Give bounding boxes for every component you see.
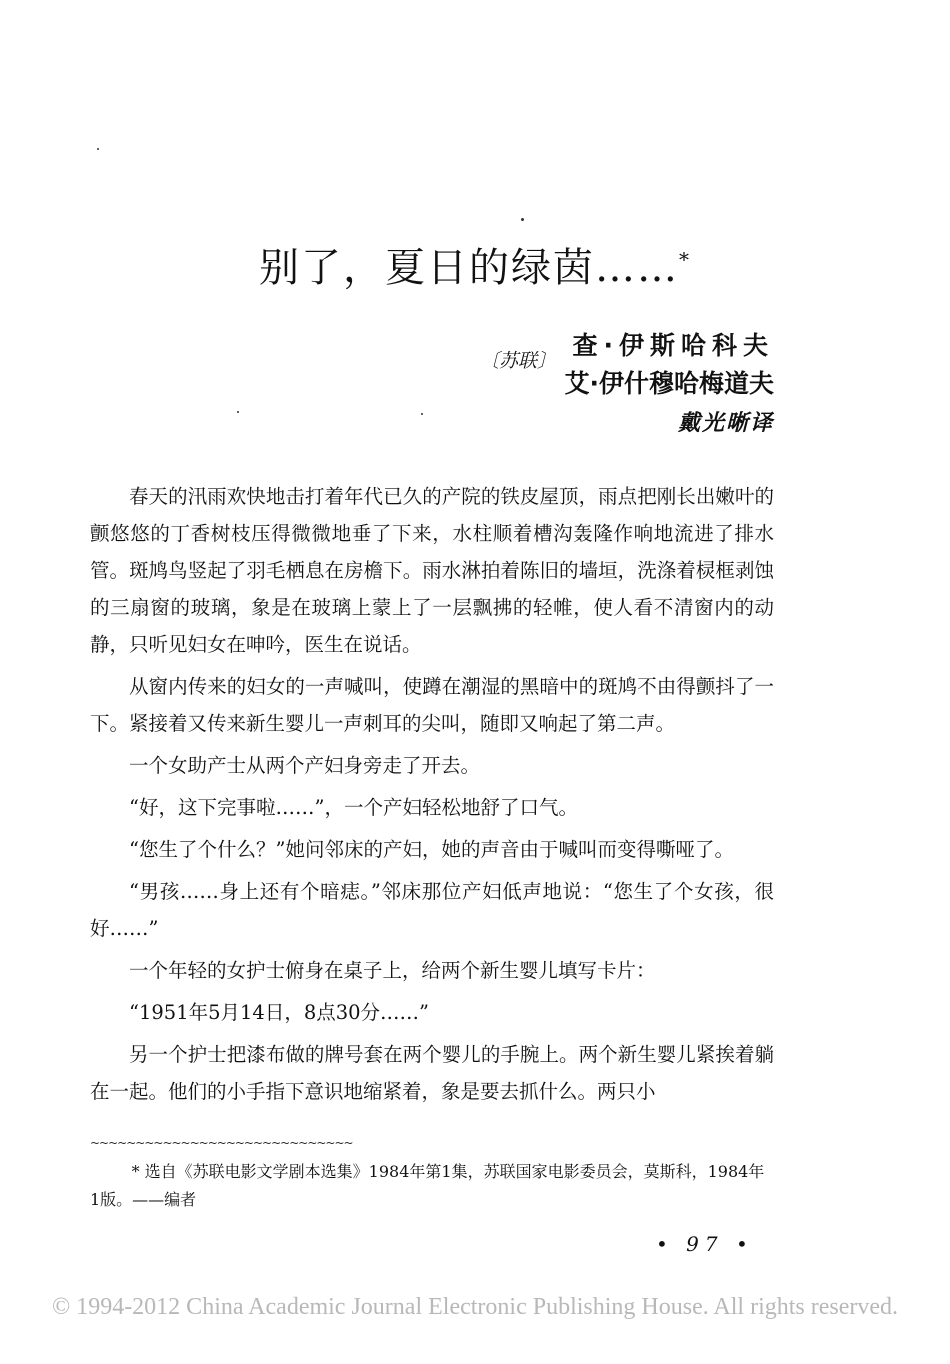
paragraph: “您生了个什么？”她问邻床的产妇，她的声音由于喊叫而变得嘶哑了。 [129,838,734,861]
title-footnote-mark: * [679,247,691,272]
paragraph: “好，这下完事啦……”，一个产妇轻松地舒了口气。 [129,796,578,819]
author-name: 查·伊斯哈科夫 [572,331,774,360]
paragraph: 一个女助产士从两个产妇身旁走了开去。 [129,754,481,777]
paragraph: 一个年轻的女护士俯身在桌子上，给两个新生婴儿填写卡片： [129,959,656,982]
page-number: • 97 • [656,1232,754,1256]
article-title-text: 别了，夏日的绿茵…… [259,245,679,291]
scan-speck [521,218,524,221]
author-country: 〔苏联〕 [480,350,557,372]
scan-speck [237,411,239,413]
scan-speck [97,148,99,150]
article-title [0,236,950,293]
paragraph: 从窗内传来的妇女的一声喊叫，使蹲在潮湿的黑暗中的斑鸠不由得颤抖了一下。紧接着又传来新生婴儿一声刺耳的尖叫，随即又响起了第二声。 [90,675,774,735]
paragraph: “1951年5月14日，8点30分……” [129,1001,430,1024]
paragraph: 另一个护士把漆布做的牌号套在两个婴儿的手腕上。两个新生婴儿紧挨着躺在一起。他们的小手指下意识地缩紧着，象是要去抓什么。两只小 [90,1043,774,1103]
translator-credit: 戴光晰译 [677,410,774,436]
footnote: * 选自《苏联电影文学剧本选集》1984年第1集，苏联国家电影委员会，莫斯科，1984年1版。——编者 [90,1162,765,1209]
article-body [90,478,774,1115]
scan-speck [421,413,423,415]
copyright-watermark: © 1994-2012 China Academic Journal Electronic Publishing House. All rights reserved. [51,1294,899,1320]
paragraph: “男孩……身上还有个暗痣。”邻床那位产妇低声地说：“您生了个女孩，很好……” [90,880,774,940]
footnote-divider: ~~~~~~~~~~~~~~~~~~~~~~~~~~~~~ [90,1136,353,1150]
author-name: 艾·伊什穆哈梅道夫 [564,369,774,398]
paragraph: 春天的汛雨欢快地击打着年代已久的产院的铁皮屋顶，雨点把刚长出嫩叶的颤悠悠的丁香树枝压得微微地垂了下来，水柱顺着槽沟轰隆作响地流进了排水管。斑鸠鸟竖起了羽毛栖息在房檐下。雨水淋拍着陈旧的墙垣，洗涤着棂框剥蚀的三扇窗的玻璃，象是在玻璃上蒙上了一层飘拂的轻帷，使人看不清窗内的动静，只听见妇女在呻吟，医生在说话。 [90,485,774,656]
